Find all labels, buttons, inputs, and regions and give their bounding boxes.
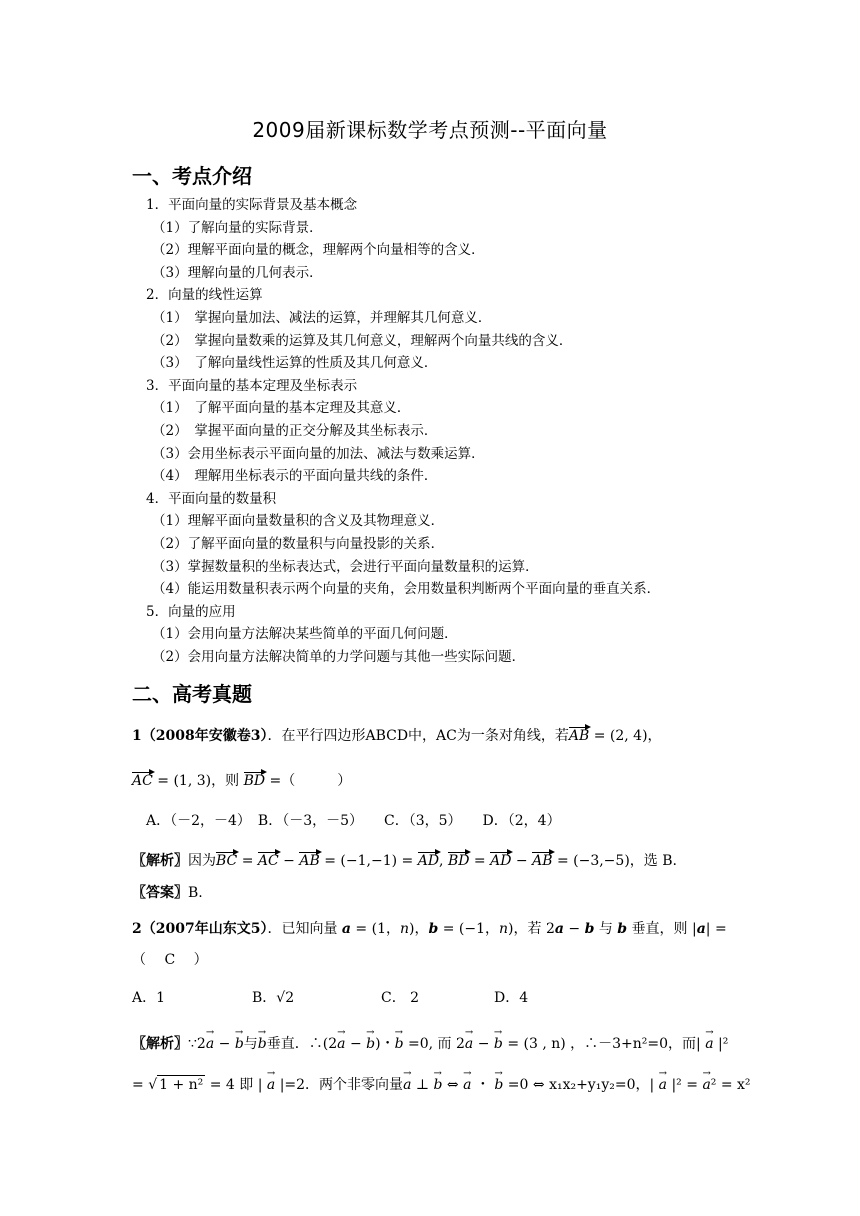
outline-item: （2）了解平面向量的数量积与向量投影的关系． [152, 536, 445, 552]
outline-item: （1） 掌握向量加法、减法的运算，并理解其几何意义． [152, 310, 492, 326]
outline-item: （3） 了解向量线性运算的性质及其几何意义． [152, 355, 438, 371]
outline-item: （4）能运用数量积表示两个向量的夹角，会用数量积判断两个平面向量的垂直关系． [152, 581, 661, 597]
outline-item: （2） 掌握平面向量的正交分解及其坐标表示． [152, 423, 438, 439]
outline-item: （1）会用向量方法解决某些简单的平面几何问题． [152, 626, 458, 642]
q2-option-d: D．4 [494, 990, 529, 1006]
outline-heading: 1．平面向量的实际背景及基本概念 [146, 197, 358, 213]
q1-analysis: 〖解析〗因为BC = AC − AB = (−1,−1) = AD, BD = AD − AB = (−3,−5)，选 B. [132, 853, 677, 869]
q2-option-c: C． 2 [381, 990, 420, 1006]
outline-item: （3）掌握数量积的坐标表达式，会进行平面向量数量积的运算． [152, 559, 539, 575]
q1-number: 1（2008年安徽卷3） [132, 728, 268, 744]
section-heading-exams: 二、高考真题 [132, 682, 252, 706]
outline-heading: 2．向量的线性运算 [146, 287, 263, 303]
section-heading-intro: 一、考点介绍 [132, 164, 252, 188]
outline-item: （4） 理解用坐标表示的平面向量共线的条件． [152, 468, 438, 484]
q2-analysis-line2: = √ 1 + n² = 4 即 | a → |=2．两个非零向量a → ⊥ b → ⇔ a → ・ b → =0 ⇔ x₁x₂+y₁y₂=0，| a → |² = a →² = x² [132, 1075, 751, 1094]
q1-answer: 〖答案〗B. [132, 885, 203, 901]
outline-item: （1）理解平面向量数量积的含义及其物理意义． [152, 513, 445, 529]
outline-item: （2）会用向量方法解决简单的力学问题与其他一些实际问题． [152, 649, 526, 665]
q2-answer-paren: （ C ） [132, 952, 208, 968]
outline-heading: 5．向量的应用 [146, 604, 236, 620]
q2-number: 2（2007年山东文5） [132, 921, 268, 937]
outline-item: （1） 了解平面向量的基本定理及其意义． [152, 400, 411, 416]
outline-item: （3）会用坐标表示平面向量的加法、减法与数乘运算． [152, 446, 485, 462]
page-title: 2009届新课标数学考点预测--平面向量 [252, 118, 608, 142]
q1-options: A．（－2，－4） B．（－3，－5） C．（3，5） D．（2，4） [146, 813, 561, 829]
outline-item: （2） 掌握向量数乘的运算及其几何意义，理解两个向量共线的含义． [152, 333, 573, 349]
q1-stem-line2: AC = (1, 3)，则 BD =（ ） [132, 773, 352, 789]
outline-heading: 3．平面向量的基本定理及坐标表示 [146, 378, 358, 394]
q2-analysis: 〖解析〗∵2a → − b →与b →垂直．∴(2a → − b →)・b → =0, 而 2a → − b → = (3 , n) ，∴－3+n²=0，而| a → |² [132, 1035, 728, 1053]
outline-item: （3）理解向量的几何表示． [152, 265, 323, 281]
q1-stem: 1（2008年安徽卷3）．在平行四边形ABCD中，AC为一条对角线，若AB = (2, 4)， [132, 728, 662, 744]
q2-stem: 2（2007年山东文5）．已知向量 a = (1，n)，b = (−1，n)，若 2a − b 与 b 垂直，则 |a| = [132, 921, 727, 937]
q2-option-b: B．√2 [252, 990, 295, 1006]
outline-item: （1）了解向量的实际背景． [152, 220, 323, 236]
q2-option-a: A．1 [132, 990, 166, 1006]
outline-item: （2）理解平面向量的概念，理解两个向量相等的含义． [152, 242, 485, 258]
outline-heading: 4．平面向量的数量积 [146, 491, 277, 507]
